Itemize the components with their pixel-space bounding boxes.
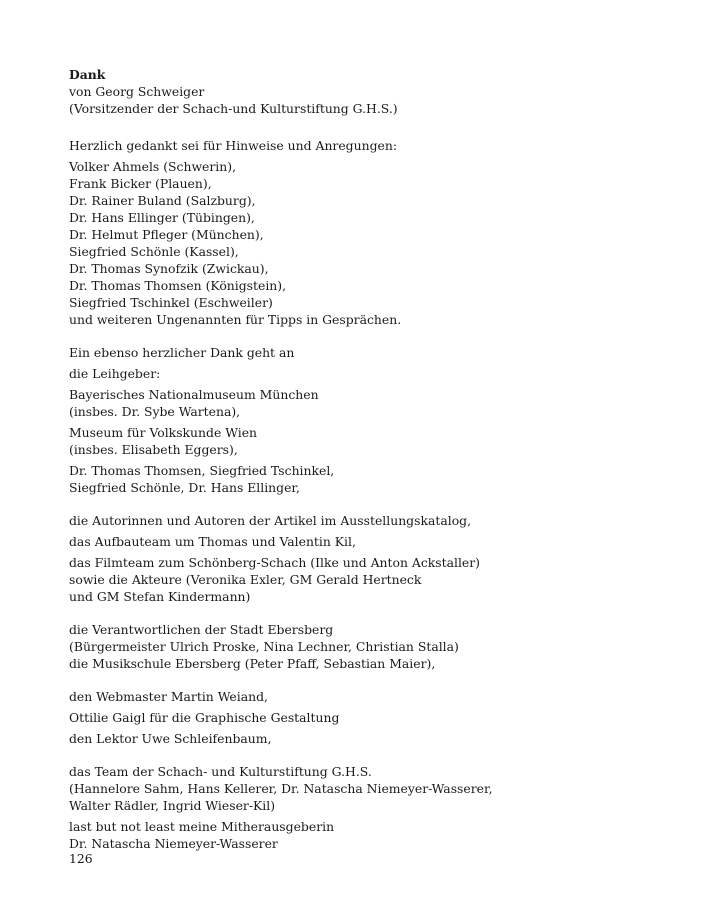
film-team [69, 554, 689, 605]
list-item: Bayerisches Nationalmuseum München [69, 387, 319, 402]
list-item: Siegfried Tschinkel (Eschweiler) [69, 295, 273, 310]
list-item: last but not least meine Mitherausgeberin [69, 819, 335, 834]
city-thanks [69, 621, 689, 672]
design-line: Ottilie Gaigl für die Graphische Gestaltung [69, 710, 340, 725]
list-item: die Musikschule Ebersberg (Peter Pfaff, Sebastian Maier), [69, 656, 436, 671]
list-item: Volker Ahmels (Schwerin), [69, 159, 237, 174]
list-item: das Team der Schach- und Kulturstiftung G.H.S. [69, 764, 372, 779]
list-item: Dr. Helmut Pfleger (München), [69, 227, 264, 242]
foundation-team [69, 763, 689, 814]
webmaster-line: den Webmaster Martin Weiand, [69, 689, 268, 704]
section-title: Dank [69, 67, 106, 82]
list-item: Dr. Thomas Synofzik (Zwickau), [69, 261, 269, 276]
author-role: (Vorsitzender der Schach-und Kulturstiftung G.H.S.) [69, 101, 398, 116]
list-item: Dr. Thomas Thomsen (Königstein), [69, 278, 287, 293]
list-item: Dr. Thomas Thomsen, Siegfried Tschinkel, [69, 463, 335, 478]
contributor-list [69, 158, 689, 328]
lender-private [69, 462, 689, 496]
closing-thanks [69, 818, 689, 852]
list-item: sowie die Akteure (Veronika Exler, GM Gerald Hertneck [69, 572, 422, 587]
lender-museum-vienna [69, 424, 689, 458]
list-item: Frank Bicker (Plauen), [69, 176, 212, 191]
list-item: Dr. Rainer Buland (Salzburg), [69, 193, 256, 208]
authors-line: die Autorinnen und Autoren der Artikel im Ausstellungskatalog, [69, 513, 472, 528]
thanks-intro: Herzlich gedankt sei für Hinweise und Anregungen: [69, 138, 397, 153]
list-item: (Bürgermeister Ulrich Proske, Nina Lechner, Christian Stalla) [69, 639, 459, 654]
list-item: Walter Rädler, Ingrid Wieser-Kil) [69, 798, 276, 813]
list-item: und weiteren Ungenannten für Tipps in Gesprächen. [69, 312, 402, 327]
list-item: Siegfried Schönle, Dr. Hans Ellinger, [69, 480, 300, 495]
list-item: (insbes. Elisabeth Eggers), [69, 442, 238, 457]
acknowledgements-text [69, 66, 689, 852]
setup-team-line: das Aufbauteam um Thomas und Valentin Kil, [69, 534, 356, 549]
list-item: (insbes. Dr. Sybe Wartena), [69, 404, 241, 419]
list-item: und GM Stefan Kindermann) [69, 589, 251, 604]
list-item: die Verantwortlichen der Stadt Ebersberg [69, 622, 334, 637]
editor-line: den Lektor Uwe Schleifenbaum, [69, 731, 272, 746]
list-item: Dr. Hans Ellinger (Tübingen), [69, 210, 255, 225]
lender-museum-munich [69, 386, 689, 420]
lenders-intro: Ein ebenso herzlicher Dank geht an [69, 345, 295, 360]
list-item: Museum für Volkskunde Wien [69, 425, 258, 440]
list-item: das Filmteam zum Schönberg-Schach (Ilke und Anton Ackstaller) [69, 555, 481, 570]
lenders-label: die Leihgeber: [69, 366, 161, 381]
page-number: 126 [69, 851, 93, 866]
list-item: Siegfried Schönle (Kassel), [69, 244, 239, 259]
list-item: (Hannelore Sahm, Hans Kellerer, Dr. Natascha Niemeyer-Wasserer, [69, 781, 493, 796]
author-line: von Georg Schweiger [69, 84, 205, 99]
list-item: Dr. Natascha Niemeyer-Wasserer [69, 836, 278, 851]
